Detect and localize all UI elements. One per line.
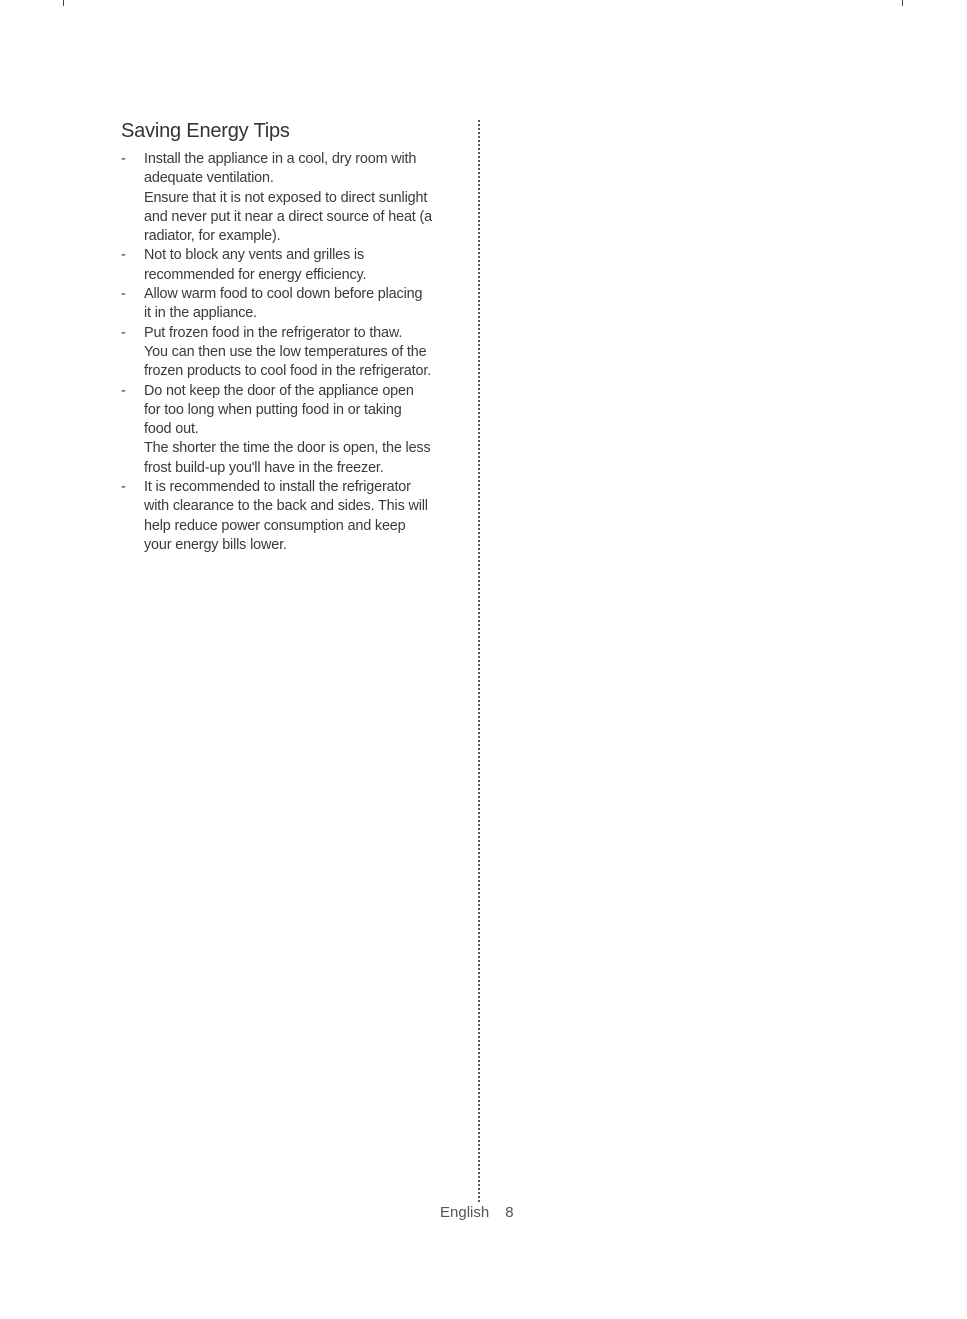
tip-line: Install the appliance in a cool, dry room with bbox=[144, 151, 417, 167]
tip-line: Ensure that it is not exposed to direct sunlight bbox=[144, 189, 428, 206]
tip-bullet: - bbox=[121, 479, 126, 496]
tip-item bbox=[121, 285, 466, 324]
tip-line: Allow warm food to cool down before placing bbox=[144, 286, 423, 303]
tip-line: It is recommended to install the refrigerator bbox=[144, 479, 411, 496]
tip-line: and never put it near a direct source of heat (a bbox=[144, 208, 432, 225]
tip-line: radiator, for example). bbox=[144, 228, 281, 245]
tip-line: food out. bbox=[144, 421, 199, 438]
tip-line: Not to block any vents and grilles is bbox=[144, 247, 365, 264]
crop-mark-left bbox=[63, 0, 64, 6]
tip-line: frost build-up you'll have in the freezer. bbox=[144, 459, 384, 476]
saving-energy-tips-section bbox=[121, 118, 466, 555]
tip-line: You can then use the low temperatures of the bbox=[144, 343, 427, 360]
tip-bullet: - bbox=[121, 382, 126, 399]
tip-line: it in the appliance. bbox=[144, 305, 258, 322]
tip-line: with clearance to the back and sides. This will bbox=[144, 498, 428, 515]
tip-line: Put frozen food in the refrigerator to thaw. bbox=[144, 324, 403, 341]
tip-bullet: - bbox=[121, 324, 126, 341]
tips-list bbox=[121, 150, 466, 555]
page-footer bbox=[440, 1203, 514, 1221]
tip-item bbox=[121, 478, 466, 555]
tip-line: for too long when putting food in or taking bbox=[144, 401, 402, 418]
tip-line: The shorter the time the door is open, the less bbox=[144, 440, 431, 457]
section-title: Saving Energy Tips bbox=[121, 120, 290, 142]
tip-item bbox=[121, 324, 466, 382]
tip-line: your energy bills lower. bbox=[144, 536, 287, 553]
tip-bullet: - bbox=[121, 151, 126, 167]
footer-language: English bbox=[440, 1204, 490, 1221]
crop-mark-right bbox=[902, 0, 903, 6]
tip-line: Do not keep the door of the appliance open bbox=[144, 382, 414, 399]
page-number: 8 bbox=[505, 1204, 514, 1221]
tip-line: help reduce power consumption and keep bbox=[144, 517, 406, 534]
tip-item bbox=[121, 150, 466, 246]
tip-bullet: - bbox=[121, 286, 126, 303]
tip-line: frozen products to cool food in the refrigerator. bbox=[144, 363, 432, 380]
tip-item bbox=[121, 382, 466, 478]
column-divider bbox=[478, 120, 480, 1202]
tip-line: recommended for energy efficiency. bbox=[144, 266, 367, 283]
tip-line: adequate ventilation. bbox=[144, 170, 274, 187]
tip-bullet: - bbox=[121, 247, 126, 264]
tip-item bbox=[121, 246, 466, 285]
